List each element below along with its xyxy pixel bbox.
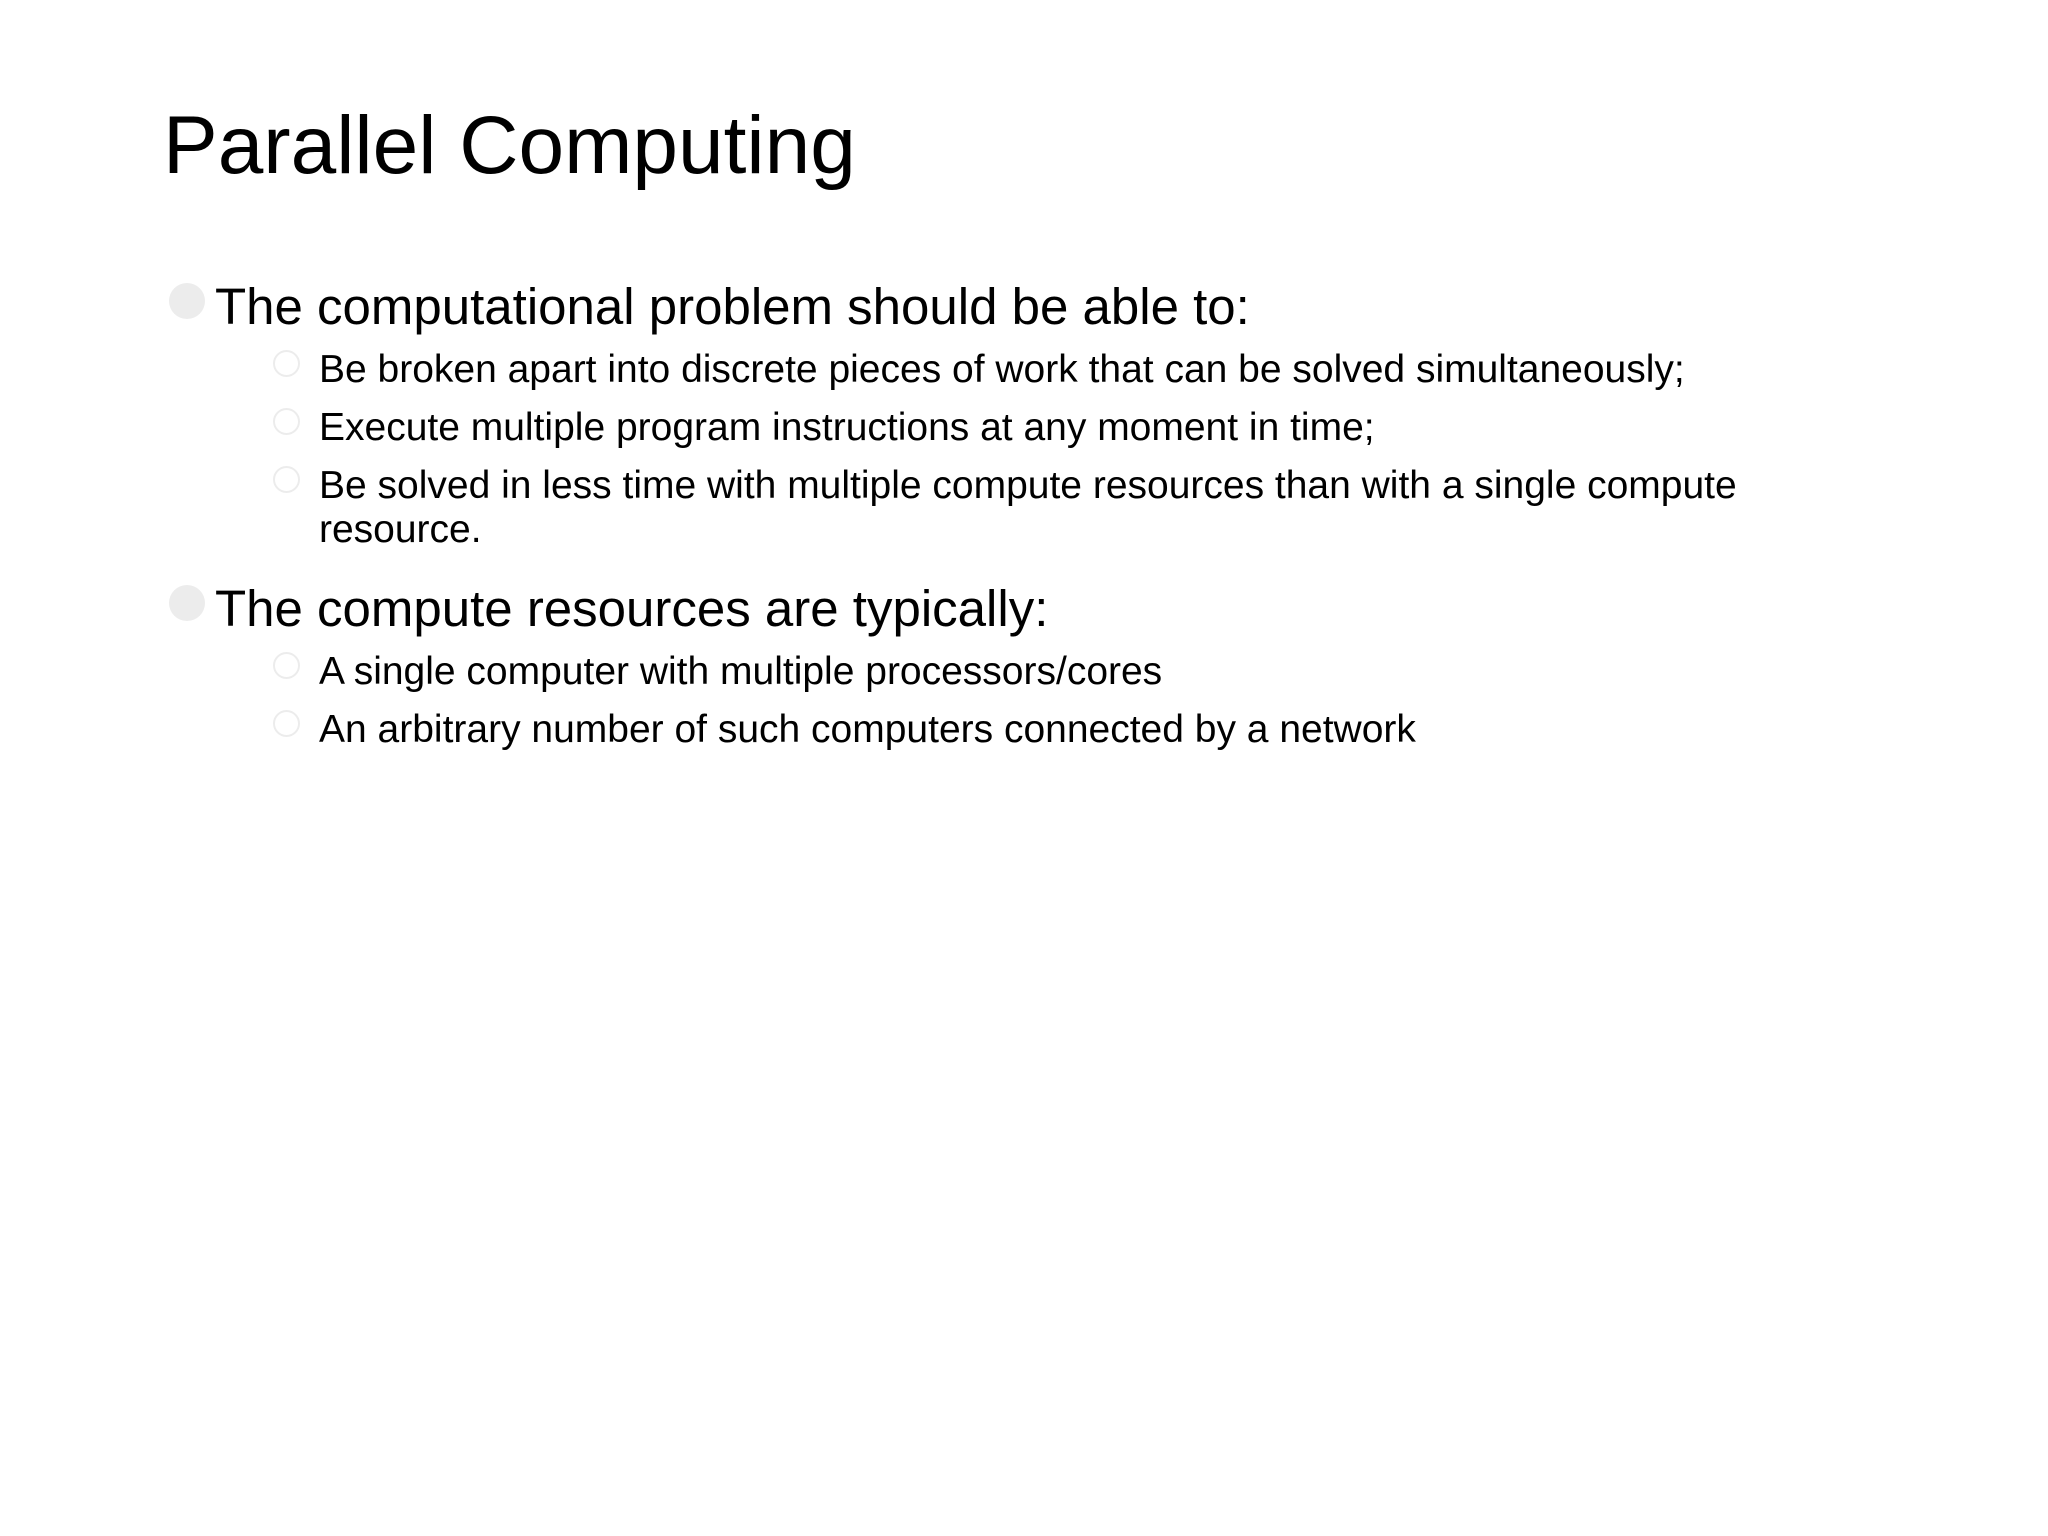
bullet-text: The compute resources are typically: xyxy=(215,580,1049,637)
sub-bullet-text: Be broken apart into discrete pieces of work that can be solved simultaneously; xyxy=(319,348,1685,391)
sub-bullet-item xyxy=(319,708,1839,752)
hollow-circle-bullet-icon xyxy=(273,466,300,493)
bullet-text: The computational problem should be able to: xyxy=(215,278,1250,335)
sub-bullet-item xyxy=(319,650,1839,694)
sub-bullet-item xyxy=(319,464,1839,552)
hollow-circle-bullet-icon xyxy=(273,710,300,737)
sub-bullet-text: Be solved in less time with multiple compute resources than with a single compute resource. xyxy=(319,464,1737,551)
hollow-circle-bullet-icon xyxy=(273,350,300,377)
hollow-circle-bullet-icon xyxy=(273,408,300,435)
sub-bullet-text: Execute multiple program instructions at any moment in time; xyxy=(319,406,1375,449)
filled-circle-bullet-icon xyxy=(169,283,205,319)
hollow-circle-bullet-icon xyxy=(273,652,300,679)
slide-title: Parallel Computing xyxy=(163,100,856,191)
filled-circle-bullet-icon xyxy=(169,585,205,621)
sub-bullet-text: An arbitrary number of such computers connected by a network xyxy=(319,708,1416,751)
sub-bullet-item xyxy=(319,348,1839,392)
sub-bullet-item xyxy=(319,406,1839,450)
bullet-item xyxy=(215,278,1250,335)
sub-bullet-text: A single computer with multiple processors/cores xyxy=(319,650,1163,693)
bullet-item xyxy=(215,580,1049,637)
